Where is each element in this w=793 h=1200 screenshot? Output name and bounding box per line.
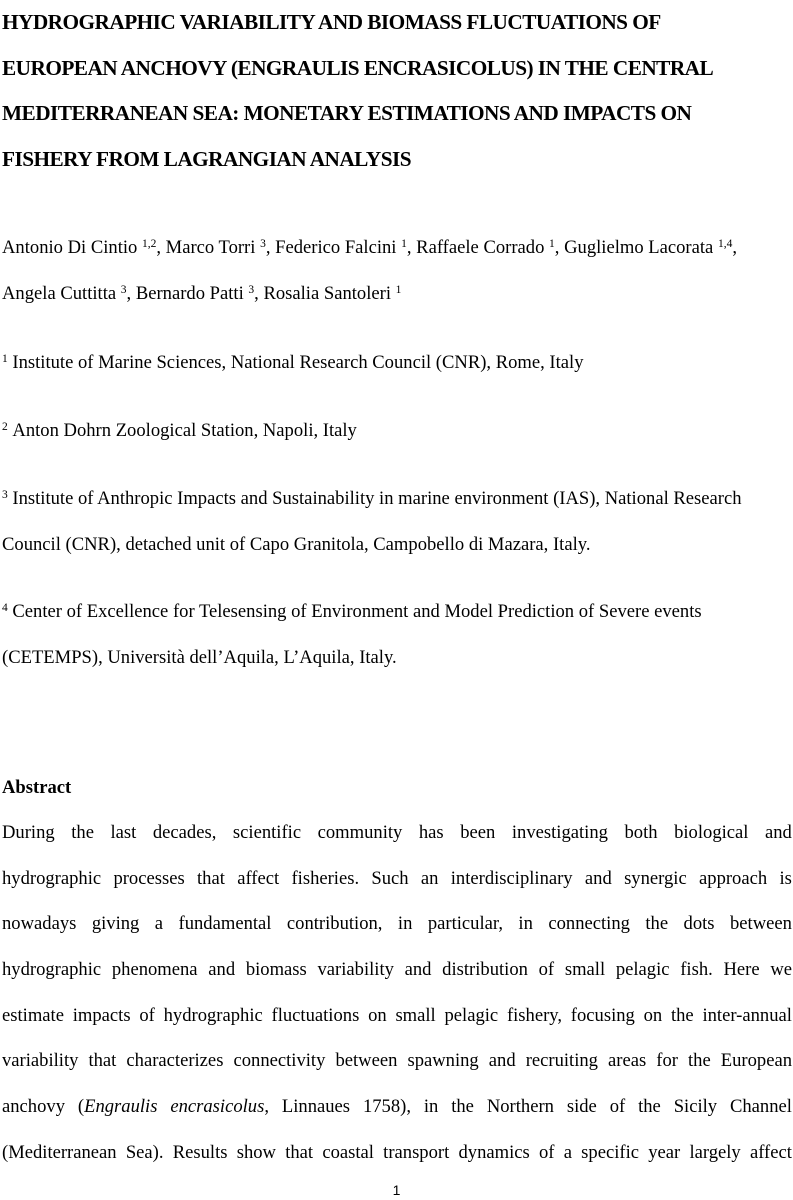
author-affiliation-mark: 1,2 [142,238,157,250]
affiliation-text: Institute of Anthropic Impacts and Sustainability in marine environment (IAS), National Research [12,488,742,509]
author-line: Antonio Di Cintio $^{1,2}$, Marco Torri $^3$, Federico Falcini $^1$, Raffaele Corrado $^1$, Guglielmo Lacorata $^{1,4}$, [2,237,737,258]
author-name: Raffaele Corrado [416,237,545,258]
affiliation-text: Institute of Marine Sciences, National Research Council (CNR), Rome, Italy [12,352,584,373]
abstract-line: variability that characterizes connectivity between spawning and recruiting areas for the European [2,1050,792,1072]
author-affiliation-mark: 1,4 [717,238,733,250]
affiliation-number: 4 [2,602,8,614]
affiliation-text: Anton Dohrn Zoological Station, Napoli, Italy [12,420,357,441]
abstract-line: hydrographic processes that affect fisheries. Such an interdisciplinary and synergic approach is [2,867,792,889]
author-name: Antonio Di Cintio [2,237,138,258]
abstract-line: estimate impacts of hydrographic fluctuations on small pelagic fishery, focusing on the inter-annual [2,1004,792,1026]
author-name: Angela Cuttitta [2,282,117,304]
author-affiliation-mark: 1 [401,238,407,250]
affiliation-number: 2 [2,421,8,433]
affiliation-4 [2,589,792,680]
abstract-heading: Abstract [2,777,72,798]
affiliation-text: Council (CNR), detached unit of Capo Granitola, Campobello di Mazara, Italy. [2,533,591,555]
affiliation-3 [2,476,792,567]
abstract-line: anchovy (Engraulis encrasicolus, Linnaues 1758), in the Northern side of the Sicily Channel [2,1096,792,1118]
paper-title [2,0,792,183]
author-name: Rosalia Santoleri [263,282,392,304]
title-line: HYDROGRAPHIC VARIABILITY AND BIOMASS FLUCTUATIONS OF [2,10,661,34]
affiliation-text: Center of Excellence for Telesensing of Environment and Model Prediction of Severe events [12,601,702,622]
title-line: EUROPEAN ANCHOVY (ENGRAULIS ENCRASICOLUS) IN THE CENTRAL [2,55,714,80]
author-line: Angela Cuttitta $^3$, Bernardo Patti $^3$, Rosalia Santoleri $^1$ [2,282,402,304]
abstract-line: (Mediterranean Sea). Results show that coastal transport dynamics of a specific year largely affect [2,1141,792,1163]
title-line: MEDITERRANEAN SEA: MONETARY ESTIMATIONS AND IMPACTS ON [2,101,692,126]
author-affiliation-mark: 3 [260,238,266,250]
affiliation-text: (CETEMPS), Università dell’Aquila, L’Aquila, Italy. [2,646,397,668]
author-name: Federico Falcini [275,237,397,258]
author-affiliation-mark: 1 [549,238,555,250]
author-affiliation-mark: 1 [395,283,402,296]
abstract-line: During the last decades, scientific community has been investigating both biological and [2,822,792,843]
author-name: Bernardo Patti [135,282,244,304]
author-list [2,225,792,316]
abstract-line: hydrographic phenomena and biomass variability and distribution of small pelagic fish. Here we [2,959,792,981]
author-affiliation-mark: 3 [248,283,255,296]
affiliation-number: 1 [2,353,8,365]
affiliation-2 [2,408,792,454]
abstract-body [2,810,792,1176]
abstract-line: nowadays giving a fundamental contribution, in particular, in connecting the dots between [2,913,792,935]
page-number: 1 [392,1182,401,1198]
author-name: Marco Torri [165,237,256,258]
author-affiliation-mark: 3 [120,283,127,296]
affiliation-number: 3 [2,489,8,501]
affiliation-1 [2,340,792,386]
author-name: Guglielmo Lacorata [564,237,714,258]
title-line: FISHERY FROM LAGRANGIAN ANALYSIS [2,147,412,172]
